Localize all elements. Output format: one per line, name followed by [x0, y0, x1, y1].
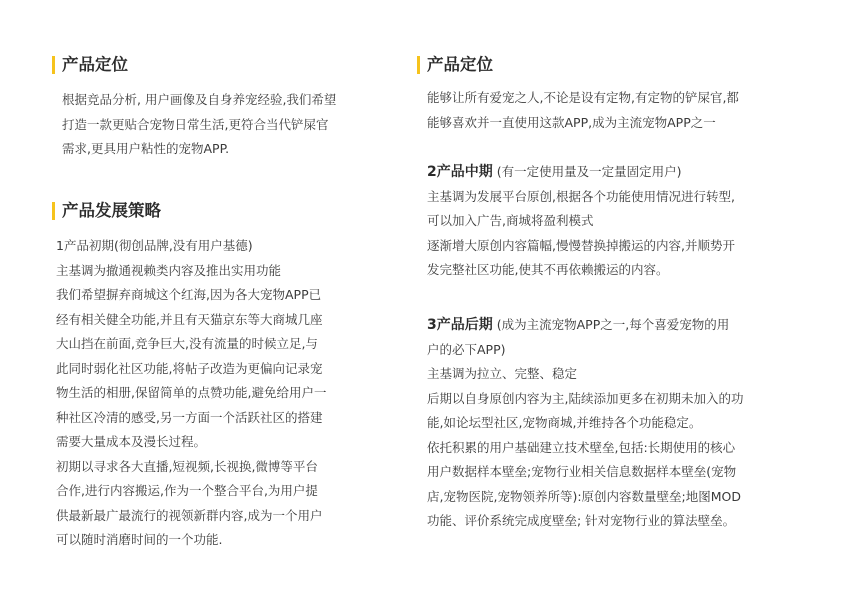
phase-mid-note: (有一定使用量及一定量固定用户) [492, 164, 682, 179]
text-line: 逐渐增大原创内容篇幅,慢慢替换掉搬运的内容,并顺势开 [427, 237, 735, 253]
text-line: 能够让所有爱宠之人,不论是设有定物,有定物的铲屎官,都 [427, 90, 739, 105]
text-line: 合作,进行内容搬运,作为一个整合平台,为用户提 [56, 483, 318, 498]
phase-late-block [427, 313, 743, 534]
strategy-paragraph [56, 234, 326, 553]
heading-accent-bar [52, 202, 55, 220]
text-line: 主基调为撤通视赖类内容及推出实用功能 [56, 262, 282, 278]
text-line: 1产品初期(彻创品牌,没有用户基德) [56, 238, 253, 253]
heading-accent-bar [417, 56, 420, 74]
text-line: 经有相关健全功能,并且有天猫京东等大商城几座 [56, 311, 323, 327]
section-heading-strategy [52, 201, 161, 221]
text-line: 能,如论坛型社区,宠物商城,并维持各个功能稳定。 [427, 415, 702, 430]
text-line: 后期以自身原创内容为主,陆续添加更多在初期未加入的功 [427, 390, 744, 406]
heading-accent-bar [52, 56, 55, 74]
text-line: 根据竞品分析, 用户画像及自身养宠经验,我们希望 [62, 92, 337, 107]
positioning-goal-paragraph [427, 86, 739, 135]
phase-mid-heading [427, 160, 735, 185]
heading-text: 产品发展策略 [62, 201, 161, 220]
section-heading-positioning [52, 55, 128, 75]
phase-late-note-continued: 户的必下APP) [427, 341, 506, 357]
heading-text: 产品定位 [427, 55, 493, 74]
text-line: 此同时弱化社区功能,将帖子改造为更偏向记录宠 [56, 360, 323, 376]
positioning-paragraph [62, 88, 336, 162]
text-line: 大山挡在前面,竞争巨大,没有流量的时候立足,与 [56, 336, 318, 351]
text-line: 店,宠物医院,宠物领养所等):原创内容数量壁垒;地图MOD [427, 488, 741, 504]
phase-late-title: 3产品后期 [427, 317, 493, 333]
text-line: 供最新最广最流行的视领新群内容,成为一个用户 [56, 507, 323, 523]
text-line: 主基调为发展平台原创,根据各个功能使用情况进行转型, [427, 188, 735, 204]
text-line: 发完整社区功能,使其不再依赖搬运的内容。 [427, 262, 669, 277]
heading-text: 产品定位 [62, 55, 128, 74]
text-line: 功能、评价系统完成度壁垒; 针对宠物行业的算法壁垒。 [427, 513, 736, 528]
text-line: 可以加入广告,商城将盈利模式 [427, 213, 594, 228]
text-line: 主基调为拉立、完整、稳定 [427, 366, 578, 381]
phase-mid-block [427, 160, 735, 283]
text-line: 可以随时消磨时间的一个功能. [56, 532, 223, 547]
text-line: 种社区冷清的感受,另一方面一个活跃社区的搭建 [56, 409, 323, 425]
text-line: 依托积累的用户基础建立技术壁垒,包括:长期使用的核心 [427, 439, 736, 455]
text-line: 初期以寻求各大直播,短视频,长视换,微博等平台 [56, 458, 318, 474]
text-line: 能够喜欢并一直使用这款APP,成为主流宠物APP之一 [427, 114, 716, 130]
text-line: 用户数据样本壁垒;宠物行业相关信息数据样本壁垒(宠物 [427, 464, 737, 479]
phase-mid-title: 2产品中期 [427, 164, 493, 180]
text-line: 需要大量成本及漫长过程。 [56, 434, 207, 449]
text-line: 物生活的相册,保留简单的点赞功能,避免给用户一 [56, 385, 327, 400]
text-line: 打造一款更贴合宠物日常生活,更符合当代铲屎官 [62, 116, 329, 132]
text-line: 需求,更具用户粘性的宠物APP. [62, 141, 230, 156]
text-line: 我们希望摒弃商城这个红海,因为各大宠物APP已 [56, 287, 322, 302]
phase-late-heading [427, 313, 743, 338]
phase-late-note: (成为主流宠物APP之一,每个喜爱宠物的用 [492, 317, 730, 332]
section-heading-positioning-right [417, 55, 493, 75]
